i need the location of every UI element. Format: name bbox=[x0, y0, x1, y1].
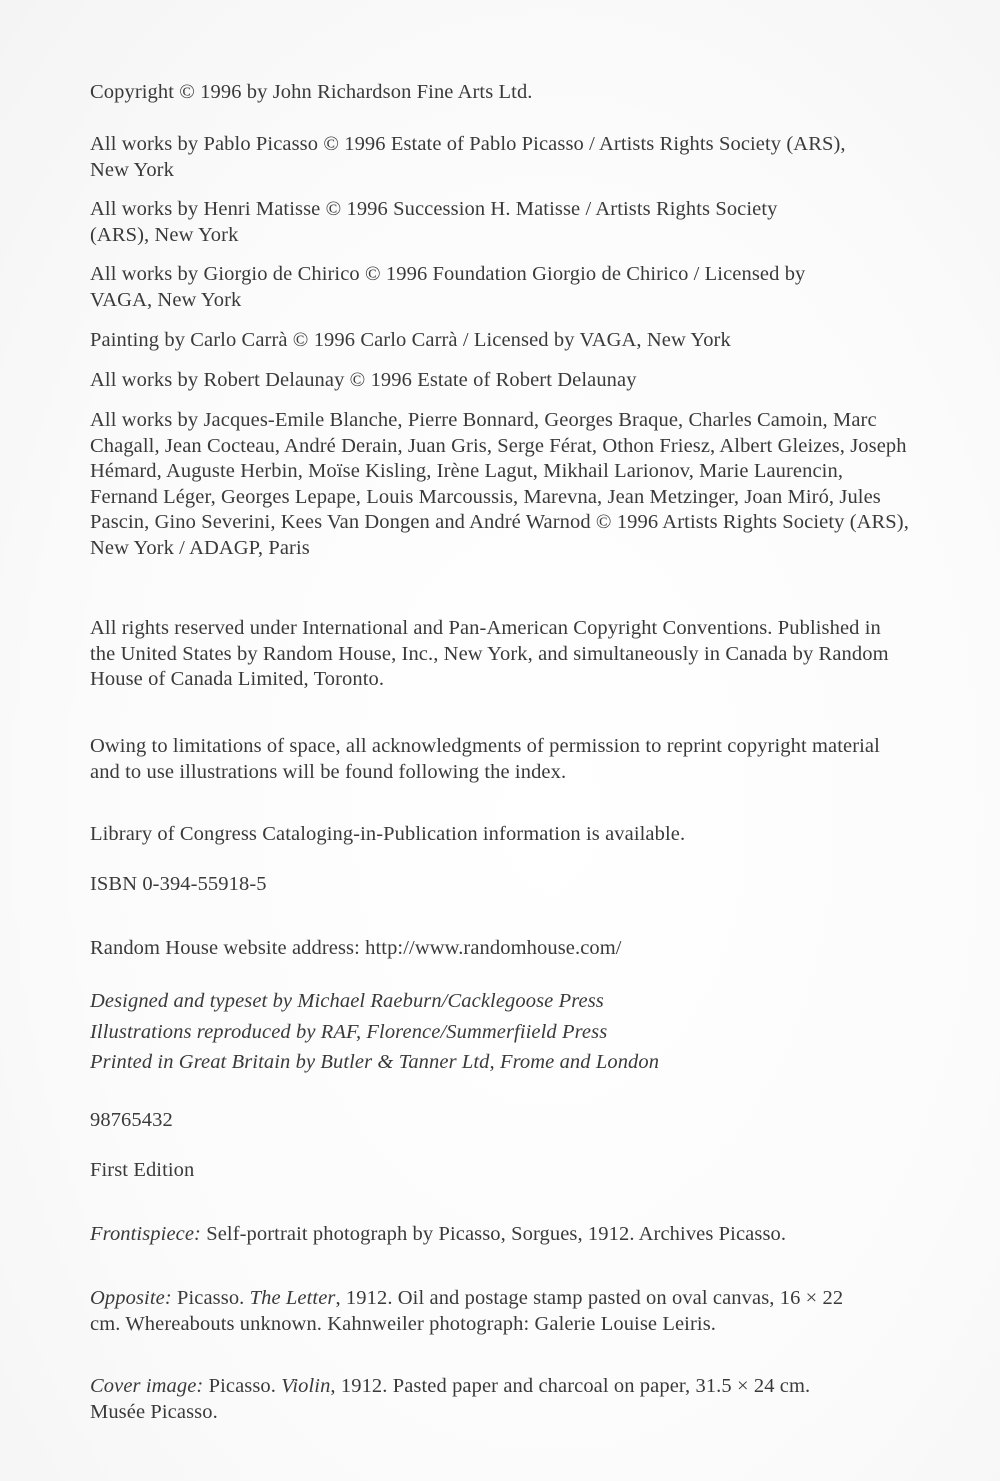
illustrations-credit: Illustrations reproduced by RAF, Florence/Summerfiield Press bbox=[90, 1020, 608, 1043]
credit-matisse: All works by Henri Matisse © 1996 Succession H. Matisse / Artists Rights Society (ARS), New York bbox=[90, 198, 778, 246]
artwork-title: Violin bbox=[281, 1375, 331, 1397]
production-credits bbox=[90, 986, 910, 1078]
design-credit: Designed and typeset by Michael Raeburn/Cacklegoose Press bbox=[90, 990, 604, 1012]
artwork-title: The Letter bbox=[249, 1287, 336, 1309]
credit-other-artists: All works by Jacques-Emile Blanche, Pierre Bonnard, Georges Braque, Charles Camoin, Marc Chagall, Jean Cocteau, André Derain, Juan Gris, Serge Férat, Othon Friesz, Albert Gleizes, Joseph Hémard, Auguste Herbin, Moïse Kisling, Irène Lagut, Mikhail Larionov, Marie Laurencin, Fernand Léger, Georges Lepape, Louis Marcoussis, Marevna, Jean Metzinger, Joan Miró, Jules Pascin, Gino Severini, Kees Van Dongen and André Warnod © 1996 Artists Rights Society (ARS), New York / ADAGP, Paris bbox=[90, 409, 909, 559]
printing-line: 98765432 bbox=[90, 1109, 173, 1131]
edition: First Edition bbox=[90, 1159, 195, 1181]
caption-frontispiece bbox=[90, 1222, 860, 1248]
caption-text: Picasso. bbox=[203, 1375, 282, 1397]
credit-carra: Painting by Carlo Carrà © 1996 Carlo Carrà / Licensed by VAGA, New York bbox=[90, 329, 731, 351]
caption-text: Picasso. bbox=[171, 1287, 250, 1309]
caption-text: Self-portrait photograph by Picasso, Sorgues, 1912. Archives Picasso. bbox=[200, 1223, 787, 1245]
credit-delaunay: All works by Robert Delaunay © 1996 Estate of Robert Delaunay bbox=[90, 369, 637, 391]
printing-credit: Printed in Great Britain by Butler & Tanner Ltd, Frome and London bbox=[90, 1051, 660, 1073]
acknowledgments-note: Owing to limitations of space, all acknowledgments of permission to reprint copyright material and to use illustrations will be found following the index. bbox=[90, 735, 880, 783]
caption-label: Frontispiece: bbox=[90, 1223, 201, 1245]
caption-label: Opposite: bbox=[90, 1287, 172, 1309]
copyright-notice: Copyright © 1996 by John Richardson Fine Arts Ltd. bbox=[90, 81, 533, 103]
caption-label: Cover image: bbox=[90, 1375, 204, 1397]
credit-de-chirico: All works by Giorgio de Chirico © 1996 Foundation Giorgio de Chirico / Licensed by VAGA, New York bbox=[90, 263, 806, 311]
caption-cover bbox=[90, 1374, 860, 1425]
rights-statement: All rights reserved under International and Pan-American Copyright Conventions. Published in the United States by Random House, Inc., New York, and simultaneously in Canada by Random House of Canada Limited, Toronto. bbox=[90, 617, 889, 690]
website-address: Random House website address: http://www.randomhouse.com/ bbox=[90, 937, 622, 959]
cip-note: Library of Congress Cataloging-in-Publication information is available. bbox=[90, 823, 686, 845]
caption-text: , 1912. Pasted paper and charcoal on paper, 31.5 × 24 cm. Musée Picasso. bbox=[90, 1375, 811, 1423]
caption-text: , 1912. Oil and postage stamp pasted on oval canvas, 16 × 22 cm. Whereabouts unknown. Kahnweiler photograph: Galerie Louise Leiris. bbox=[90, 1287, 844, 1335]
credit-picasso: All works by Pablo Picasso © 1996 Estate of Pablo Picasso / Artists Rights Society (ARS), New York bbox=[90, 133, 846, 181]
caption-opposite bbox=[90, 1286, 860, 1337]
isbn: ISBN 0-394-55918-5 bbox=[90, 873, 267, 895]
